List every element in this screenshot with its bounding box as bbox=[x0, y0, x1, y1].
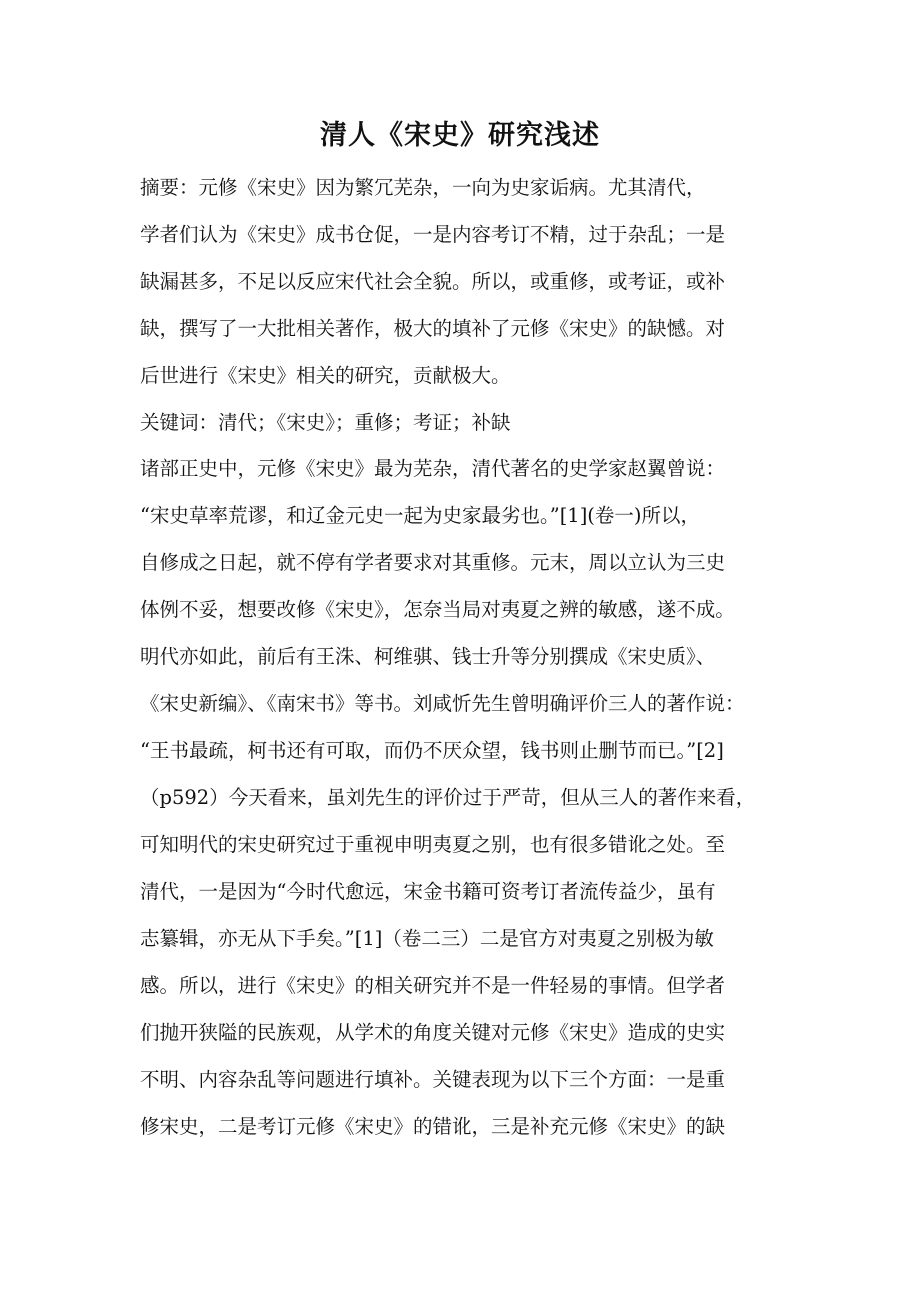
abstract-line: 学者们认为《宋史》成书仓促，一是内容考订不精，过于杂乱；一是 bbox=[140, 223, 726, 246]
body-line: 诸部正史中，元修《宋史》最为芜杂，清代著名的史学家赵翼曾说： bbox=[140, 457, 726, 480]
body-line: （p592）今天看来，虽刘先生的评价过于严苛，但从三人的著作来看， bbox=[140, 786, 756, 809]
body-line: 感。所以，进行《宋史》的相关研究并不是一件轻易的事情。但学者 bbox=[140, 974, 726, 997]
body-line: 们抛开狭隘的民族观，从学术的角度关键对元修《宋史》造成的史实 bbox=[140, 1021, 726, 1044]
body-line: “宋史草率荒谬，和辽金元史一起为史家最劣也。”[1](卷一)所以， bbox=[140, 504, 701, 527]
body-line: 明代亦如此，前后有王洙、柯维骐、钱士升等分别撰成《宋史质》、 bbox=[140, 645, 716, 668]
abstract-line: 缺漏甚多，不足以反应宋代社会全貌。所以，或重修，或考证，或补 bbox=[140, 270, 726, 293]
body-line: 可知明代的宋史研究过于重视申明夷夏之别，也有很多错讹之处。至 bbox=[140, 833, 726, 856]
abstract-line: 缺，撰写了一大批相关著作，极大的填补了元修《宋史》的缺憾。对 bbox=[140, 317, 726, 340]
body-line: 《宋史新编》、《南宋书》等书。刘咸忻先生曾明确评价三人的著作说： bbox=[140, 692, 745, 715]
body-line: “王书最疏，柯书还有可取，而仍不厌众望，钱书则止删节而已。”[2] bbox=[140, 739, 724, 762]
body-line: 清代，一是因为“今时代愈远，宋金书籍可资考订者流传益少，虽有 bbox=[140, 880, 716, 903]
body-line: 不明、内容杂乱等问题进行填补。关键表现为以下三个方面：一是重 bbox=[140, 1068, 726, 1091]
body-line: 志纂辑，亦无从下手矣。”[1]（卷二三）二是官方对夷夏之别极为敏 bbox=[140, 927, 714, 950]
abstract-line: 后世进行《宋史》相关的研究，贡献极大。 bbox=[140, 364, 511, 387]
body-line: 体例不妥，想要改修《宋史》，怎奈当局对夷夏之辨的敏感，遂不成。 bbox=[140, 598, 735, 621]
keywords-line: 关键词：清代；《宋史》；重修；考证；补缺 bbox=[140, 411, 511, 434]
document-title: 清人《宋史》研究浅述 bbox=[320, 120, 600, 151]
abstract-line: 摘要：元修《宋史》因为繁冗芜杂，一向为史家诟病。尤其清代， bbox=[140, 176, 706, 199]
body-line: 修宋史，二是考订元修《宋史》的错讹，三是补充元修《宋史》的缺 bbox=[140, 1115, 726, 1138]
body-line: 自修成之日起，就不停有学者要求对其重修。元末，周以立认为三史 bbox=[140, 551, 726, 574]
document-body bbox=[140, 164, 800, 1150]
